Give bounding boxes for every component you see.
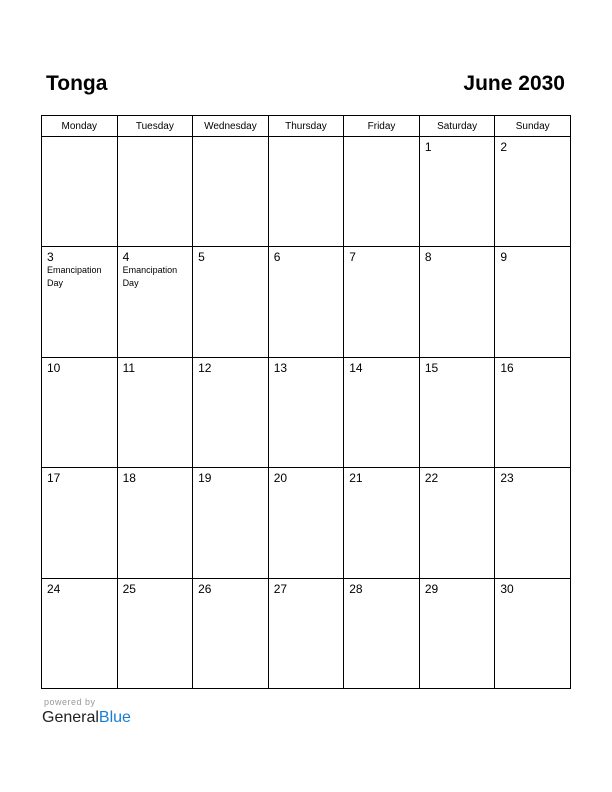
- day-cell: [419, 137, 495, 247]
- day-cell: [344, 468, 420, 578]
- day-cell: [495, 247, 571, 357]
- weekday-sunday: Sunday: [495, 116, 571, 137]
- day-number: 19: [198, 471, 212, 486]
- week-row: [42, 468, 571, 578]
- day-cell: [419, 468, 495, 578]
- day-number: 11: [122, 360, 136, 375]
- weekday-header-row: [42, 116, 571, 137]
- day-cell: [117, 247, 193, 357]
- weekday-thursday: Thursday: [268, 116, 344, 137]
- day-number: 1: [424, 140, 432, 154]
- day-cell: [268, 247, 344, 357]
- weekday-monday: Monday: [42, 116, 118, 137]
- day-cell: [344, 137, 420, 247]
- day-cell: [268, 578, 344, 688]
- day-number: 22: [424, 471, 439, 486]
- brand-blue-text: Blue: [98, 709, 131, 726]
- day-cell: [419, 247, 495, 357]
- day-cell: [419, 578, 495, 688]
- day-number: 30: [500, 581, 514, 596]
- powered-by-label: powered by: [44, 697, 96, 707]
- day-cell: [344, 578, 420, 688]
- day-number: 27: [273, 581, 288, 596]
- day-cell: [495, 468, 571, 578]
- day-number: 17: [47, 471, 61, 486]
- day-number: 13: [273, 360, 288, 375]
- day-number: 4: [122, 250, 130, 265]
- month-title: June 2030: [463, 72, 565, 95]
- day-cell: [117, 468, 193, 578]
- day-number: 14: [349, 360, 363, 375]
- day-number: 28: [349, 581, 363, 596]
- country-title: Tonga: [46, 72, 108, 95]
- day-cell: [344, 357, 420, 467]
- brand-general-text: General: [42, 709, 99, 726]
- day-number: 10: [47, 360, 61, 375]
- day-number: 5: [198, 250, 205, 265]
- day-cell: [117, 357, 193, 467]
- day-cell: [419, 357, 495, 467]
- day-cell: [42, 468, 118, 578]
- day-cell: [268, 357, 344, 467]
- day-number: 25: [122, 581, 136, 596]
- day-number: 26: [198, 581, 212, 596]
- day-number: 18: [122, 471, 136, 486]
- weekday-wednesday: Wednesday: [193, 116, 269, 137]
- day-cell: [193, 137, 269, 247]
- day-number: 12: [198, 360, 212, 375]
- day-cell: [117, 137, 193, 247]
- week-row: [42, 357, 571, 467]
- day-cell: [495, 137, 571, 247]
- day-cell: [495, 357, 571, 467]
- weekday-tuesday: Tuesday: [117, 116, 193, 137]
- day-number: 6: [273, 250, 281, 265]
- day-cell: [193, 578, 269, 688]
- day-number: 2: [500, 140, 508, 154]
- week-row: [42, 137, 571, 247]
- day-cell: [268, 468, 344, 578]
- weekday-saturday: Saturday: [419, 116, 495, 137]
- day-number: 16: [500, 360, 514, 375]
- day-cell: [344, 247, 420, 357]
- day-cell: [42, 137, 118, 247]
- day-number: 8: [424, 250, 432, 265]
- day-number: 21: [349, 471, 363, 486]
- day-number: 15: [424, 360, 439, 375]
- holiday-label: Emancipation Day: [47, 265, 102, 289]
- day-number: 24: [47, 581, 61, 596]
- day-number: 23: [500, 471, 514, 486]
- day-cell: [42, 357, 118, 467]
- day-cell: [268, 137, 344, 247]
- week-row: [42, 578, 571, 688]
- day-number: 20: [273, 471, 288, 486]
- day-cell: [495, 578, 571, 688]
- day-number: 3: [47, 250, 54, 265]
- day-cell: [193, 357, 269, 467]
- day-cell: [193, 247, 269, 357]
- day-cell: [42, 578, 118, 688]
- day-cell: [117, 578, 193, 688]
- holiday-label: Emancipation Day: [122, 265, 178, 289]
- week-row: [42, 247, 571, 357]
- weekday-friday: Friday: [344, 116, 420, 137]
- calendar-grid: [41, 115, 571, 689]
- day-number: 9: [500, 250, 508, 265]
- day-cell: [193, 468, 269, 578]
- day-cell: [42, 247, 118, 357]
- day-number: 7: [349, 250, 356, 265]
- generalblue-logo: [42, 709, 131, 727]
- day-number: 29: [424, 581, 439, 596]
